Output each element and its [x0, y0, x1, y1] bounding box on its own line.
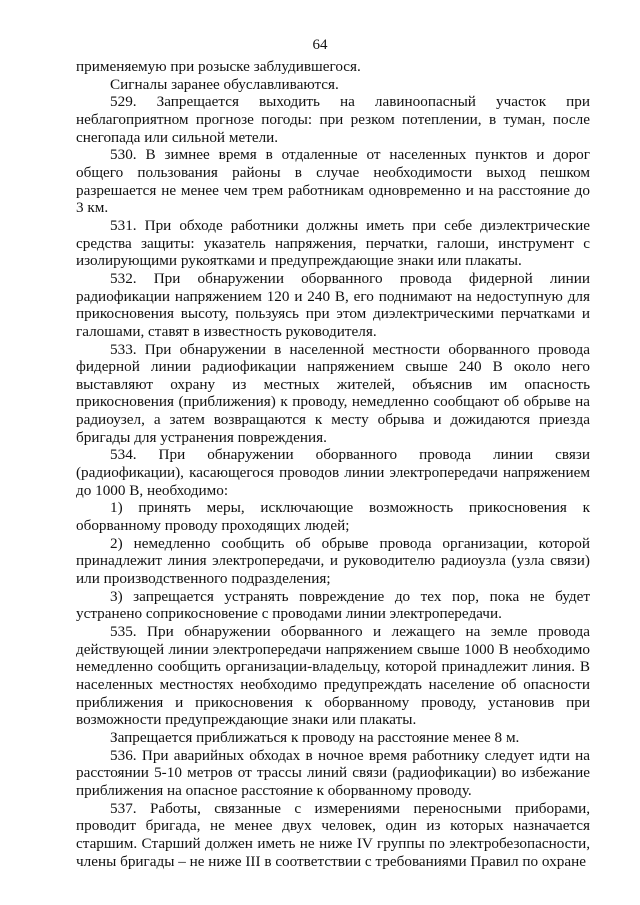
paragraph-535-note: Запрещается приближаться к проводу на расстояние менее 8 м. — [110, 728, 520, 746]
list-item-534-1: 1) принять меры, исключающие возможность прикосновения к оборванному проводу проходящих людей; — [76, 499, 590, 535]
paragraph-537: 537. Работы, связанные с измерениями переносными приборами, проводит бригада, не менее двух человек, один из которых назначается старшим. Старший должен иметь не ниже IV группы по электробезопасности, члены бригады – не ниже III в соответствии с требованиями Правил по охране — [76, 799, 590, 870]
document-body — [76, 58, 590, 870]
paragraph-535: 535. При обнаружении оборванного и лежащего на земле провода действующей линии электропередачи напряжением свыше 1000 В необходимо немедленно сообщить организации-владельцу, которой принадлежит линия. В населенных местностях необходимо предупреждать население об опасности приближения и прикосновения к оборванному проводу, установив при возможности предупреждающие знаки или плакаты. — [76, 623, 590, 729]
page-number: 64 — [312, 37, 328, 53]
paragraph-continuation: применяемую при розыске заблудившегося. — [76, 58, 361, 75]
list-item-534-3: 3) запрещается устранять повреждение до тех пор, пока не будет устранено соприкосновение с проводами линии электропередачи. — [76, 587, 590, 623]
paragraph-534: 534. При обнаружении оборванного провода линии связи (радиофикации), касающегося проводов линии электропередачи напряжением до 1000 В, необходимо: — [76, 446, 590, 499]
paragraph-531: 531. При обходе работники должны иметь при себе диэлектрические средства защиты: указатель напряжения, перчатки, галоши, инструмент с изолирующими рукоятками и предупреждающие знаки или плакаты. — [76, 216, 590, 270]
list-item-534-2: 2) немедленно сообщить об обрыве провода организации, которой принадлежит линия электропередачи, и руководителю радиоузла (узла связи) или производственного подразделения; — [76, 534, 590, 588]
paragraph-533: 533. При обнаружении в населенной местности оборванного провода фидерной линии радиофикации напряжением свыше 240 В около него выставляют охрану из местных жителей, объяснив им опасность прикосновения (приближения) к проводу, немедленно сообщают об обрыве на радиоузел, а затем возвращаются к месту обрыва и дожидаются приезда бригады для устранения повреждения. — [76, 340, 590, 446]
paragraph-536: 536. При аварийных обходах в ночное время работнику следует идти на расстоянии 5-10 метров от трассы линий связи (радиофикации) во избежание приближения на опасное расстояние к оборванному проводу. — [76, 746, 590, 799]
paragraph-530: 530. В зимнее время в отдаленные от населенных пунктов и дорог общего пользования районы в случае необходимости выход пешком разрешается не менее чем трем работникам одновременно и на расстояние до 3 км. — [76, 146, 590, 217]
paragraph-529: 529. Запрещается выходить на лавиноопасный участок при неблагоприятном прогнозе погоды: при резком потеплении, в туман, после снегопада или сильной метели. — [76, 93, 590, 146]
paragraph-532: 532. При обнаружении оборванного провода фидерной линии радиофикации напряжением 120 и 240 В, его поднимают на недоступную для прикосновения высоту, пользуясь при этом диэлектрическими перчатками и галошами, ставят в известность руководителя. — [76, 269, 590, 340]
paragraph-signals-note: Сигналы заранее обуславливаются. — [110, 75, 339, 93]
